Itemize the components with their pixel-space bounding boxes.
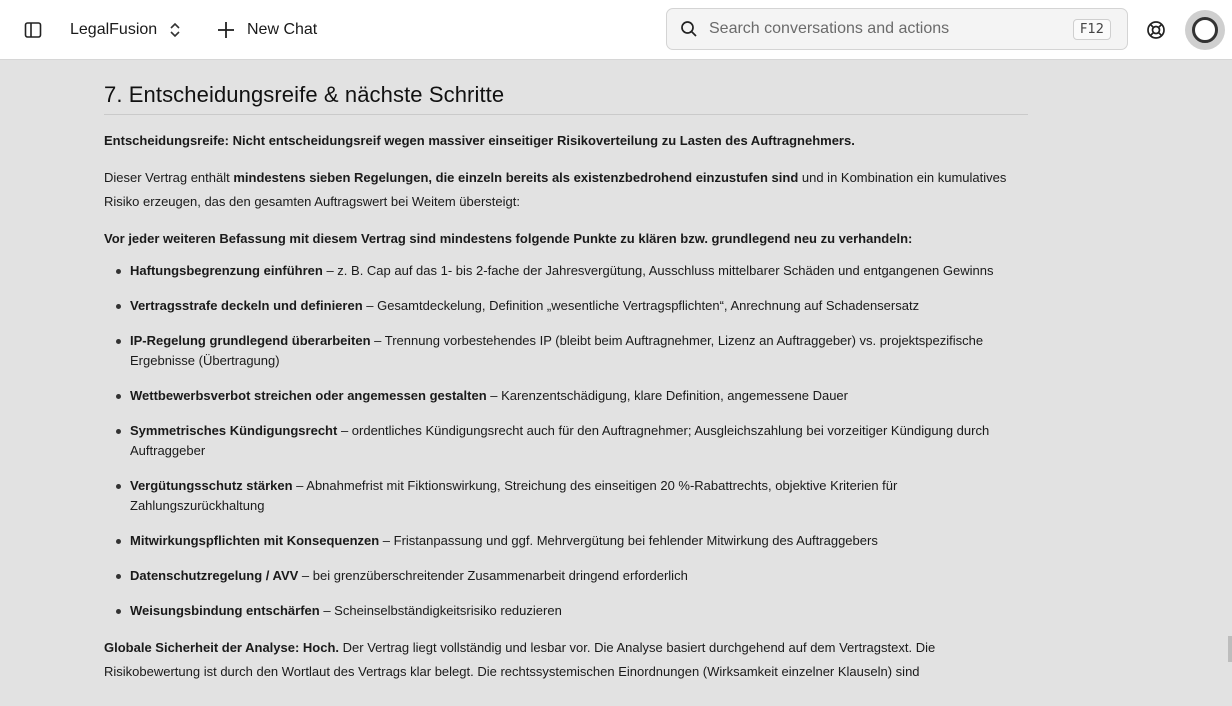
list-item bbox=[104, 476, 1028, 516]
intro-text-before: Dieser Vertrag enthält bbox=[104, 170, 234, 185]
list-item bbox=[104, 386, 1028, 406]
security-label: Globale Sicherheit der Analyse: Hoch. bbox=[104, 640, 340, 655]
list-item-text: – Scheinselbständigkeitsrisiko reduzieren bbox=[319, 603, 562, 618]
plus-icon bbox=[216, 20, 236, 40]
list-item-text: – ordentliches Kündigungsrecht auch für den Auftragnehmer; Ausgleichszahlung bei vorzeitiger Kündigung durch Auftraggeber bbox=[130, 423, 990, 458]
intro-text-after: und in Kombination ein kumulatives Risiko erzeugen, das den gesamten Auftragswert bei Weitem übersteigt: bbox=[104, 170, 1007, 209]
list-item bbox=[104, 296, 1028, 316]
list-item-title: Weisungsbindung entschärfen bbox=[130, 603, 320, 618]
list-item-title: IP-Regelung grundlegend überarbeiten bbox=[130, 333, 371, 348]
list-item-text: – Fristanpassung und ggf. Mehrvergütung bei fehlender Mitwirkung des Auftraggebers bbox=[379, 533, 878, 548]
list-item-title: Haftungsbegrenzung einführen bbox=[130, 263, 323, 278]
help-button[interactable] bbox=[1144, 18, 1168, 42]
list-item bbox=[104, 261, 1028, 281]
list-item-text: – Karenzentschädigung, klare Definition, angemessene Dauer bbox=[486, 388, 848, 403]
list-item bbox=[104, 601, 1028, 621]
section-heading: 7. Entscheidungsreife & nächste Schritte bbox=[104, 82, 1028, 115]
workspace-switcher[interactable] bbox=[70, 17, 181, 43]
list-item bbox=[104, 531, 1028, 551]
list-item-title: Mitwirkungspflichten mit Konsequenzen bbox=[130, 533, 380, 548]
avatar[interactable] bbox=[1185, 10, 1225, 50]
list-item-title: Datenschutzregelung / AVV bbox=[130, 568, 299, 583]
decision-statement: Entscheidungsreife: Nicht entscheidungsreif wegen massiver einseitiger Risikoverteilung zu Lasten des Auftragnehmers. bbox=[104, 133, 855, 148]
search-icon bbox=[680, 20, 698, 38]
message-content bbox=[104, 60, 1028, 684]
avatar-image bbox=[1192, 17, 1218, 43]
scrollbar-thumb[interactable] bbox=[1228, 636, 1232, 662]
list-item-text: – Abnahmefrist mit Fiktionswirkung, Streichung des einseitigen 20 %-Rabattrechts, objektive Kriterien für Zahlungszurückhaltung bbox=[130, 478, 898, 513]
list-item-title: Symmetrisches Kündigungsrecht bbox=[130, 423, 338, 438]
security-text: Der Vertrag liegt vollständig und lesbar vor. Die Analyse basiert durchgehend auf dem Vertragstext. Die Risikobewertung ist durch den Wortlaut des Vertrags klar belegt. Die rechtssystemischen Einordnungen (Wirksamkeit einzelner Klauseln) sind bbox=[104, 640, 936, 679]
list-item bbox=[104, 566, 1028, 586]
list-item bbox=[104, 331, 1028, 371]
list-item-text: – bei grenzüberschreitender Zusammenarbeit dringend erforderlich bbox=[298, 568, 688, 583]
search-shortcut-badge: F12 bbox=[1073, 19, 1111, 40]
search-box[interactable] bbox=[666, 8, 1128, 50]
list-item-text: – z. B. Cap auf das 1- bis 2-fache der Jahresvergütung, Ausschluss mittelbarer Schäden und entgangenen Gewinns bbox=[322, 263, 994, 278]
sidebar-toggle-button[interactable] bbox=[18, 15, 48, 45]
lifebuoy-icon bbox=[1146, 20, 1166, 40]
list-item-title: Wettbewerbsverbot streichen oder angemessen gestalten bbox=[130, 388, 487, 403]
workspace-name: LegalFusion bbox=[70, 21, 158, 38]
new-chat-button[interactable] bbox=[216, 17, 317, 43]
list-intro: Vor jeder weiteren Befassung mit diesem Vertrag sind mindestens folgende Punkte zu klären bzw. grundlegend neu zu verhandeln: bbox=[104, 231, 913, 246]
action-list bbox=[104, 261, 1028, 621]
chevron-up-down-icon bbox=[169, 22, 181, 38]
list-item-title: Vergütungsschutz stärken bbox=[130, 478, 293, 493]
list-item-text: – Trennung vorbestehendes IP (bleibt beim Auftragnehmer, Lizenz an Auftraggeber) vs. projektspezifische Ergebnisse (Übertragung) bbox=[130, 333, 984, 368]
search-input[interactable] bbox=[707, 19, 1073, 39]
list-item-title: Vertragsstrafe deckeln und definieren bbox=[130, 298, 363, 313]
new-chat-label: New Chat bbox=[247, 21, 318, 38]
list-item-text: – Gesamtdeckelung, Definition „wesentliche Vertragspflichten“, Anrechnung auf Schadensersatz bbox=[362, 298, 920, 313]
intro-paragraph bbox=[104, 166, 1028, 214]
top-bar bbox=[0, 0, 1232, 60]
intro-text-bold: mindestens sieben Regelungen, die einzeln bereits als existenzbedrohend einzustufen sind bbox=[233, 170, 799, 185]
sidebar-panel-icon bbox=[24, 21, 42, 39]
list-item bbox=[104, 421, 1028, 461]
security-paragraph bbox=[104, 636, 1028, 684]
